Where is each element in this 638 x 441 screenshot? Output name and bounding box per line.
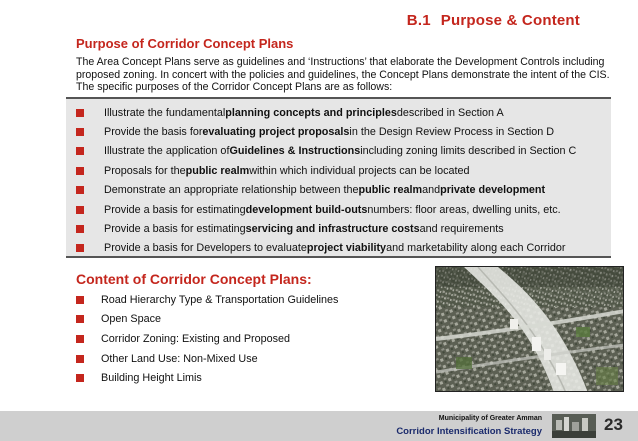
purpose-item: Provide the basis for evaluating project proposals in the Design Review Process in Section D (66, 122, 611, 141)
bullet-square-icon (76, 225, 84, 233)
bullet-square-icon (76, 147, 84, 155)
footer-thumbnail-graphic (552, 414, 596, 438)
bullet-square-icon (76, 109, 84, 117)
bullet-square-icon (76, 244, 84, 252)
content-item: Open Space (66, 310, 396, 330)
purpose-item: Illustrate the application of Guidelines & Instructions including zoning limits described in Section C (66, 142, 611, 161)
section-name: Purpose & Content (440, 12, 580, 29)
purpose-item: Proposals for the public realm within which individual projects can be located (66, 161, 611, 180)
content-item: Corridor Zoning: Existing and Proposed (66, 329, 396, 349)
purpose-intro: The Area Concept Plans serve as guidelines and ‘Instructions’ that elaborate the Development Controls including proposed zoning. In concert with the policies and guidelines, the Concept Plans demonstrate the intent of the CIS. The specific purposes of the Corridor Concept Plans are as follows: (76, 56, 610, 94)
footer-thumbnail-image (552, 414, 596, 438)
section-number: B.1 (406, 12, 431, 29)
bullet-square-icon (76, 206, 84, 214)
purpose-item: Illustrate the fundamental planning concepts and principles described in Section A (66, 103, 611, 122)
purpose-heading: Purpose of Corridor Concept Plans (76, 36, 294, 51)
footer-bar (0, 411, 638, 441)
purpose-list (66, 97, 611, 258)
content-heading: Content of Corridor Concept Plans: (76, 271, 312, 287)
content-list (66, 290, 396, 388)
page-number: 23 (604, 415, 623, 434)
purpose-item: Provide a basis for Developers to evaluate project viability and marketability along each Corridor (66, 239, 611, 258)
purpose-item: Demonstrate an appropriate relationship between the public realm and private development (66, 181, 611, 200)
footer-strategy: Corridor Intensification Strategy (396, 426, 542, 437)
content-item: Building Height Limis (66, 368, 396, 388)
bullet-square-icon (76, 128, 84, 136)
aerial-city-render-image (435, 266, 624, 392)
purpose-item: Provide a basis for estimating servicing and infrastructure costs and requirements (66, 219, 611, 238)
bullet-square-icon (76, 335, 84, 343)
aerial-render-graphic (436, 267, 624, 392)
bullet-square-icon (76, 374, 84, 382)
bullet-square-icon (76, 355, 84, 363)
bullet-square-icon (76, 186, 84, 194)
content-item: Road Hierarchy Type & Transportation Guidelines (66, 290, 396, 310)
bullet-square-icon (76, 315, 84, 323)
bullet-square-icon (76, 296, 84, 304)
content-item: Other Land Use: Non-Mixed Use (66, 349, 396, 369)
footer-organization: Municipality of Greater Amman (438, 415, 542, 422)
section-title (407, 12, 580, 29)
bullet-square-icon (76, 167, 84, 175)
purpose-item: Provide a basis for estimating development build-outs numbers: floor areas, dwelling units, etc. (66, 200, 611, 219)
